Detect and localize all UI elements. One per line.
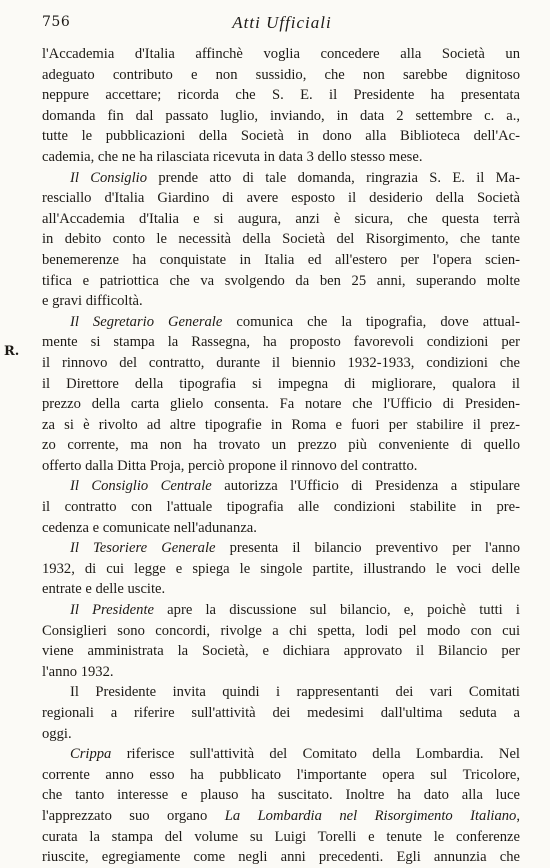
text-line (42, 456, 520, 477)
line-text: riferisce sull'attività del Comitato della Lombardia. Nel (111, 746, 520, 763)
text-line (42, 579, 520, 600)
text-line (42, 435, 520, 456)
text-line (42, 847, 520, 868)
line-text: cedenza e comunicate nell'adunanza. (42, 519, 257, 536)
text-line (42, 621, 520, 642)
line-text: all'Accademia d'Italia e si augura, anzi è sicura, che questa terrà (42, 210, 520, 227)
speaker-name: Il Presidente (70, 602, 154, 619)
text-line (42, 353, 520, 374)
text-line (42, 806, 520, 827)
speaker-name: Il Consiglio Centrale (70, 478, 212, 495)
text-line (42, 394, 520, 415)
text-line (42, 229, 520, 250)
text-line (42, 827, 520, 848)
speaker-name: Il Segretario Generale (70, 313, 223, 330)
text-line (42, 744, 520, 765)
line-text: viene amministrata la Società, e dichiara approvato il Bilancio per (42, 643, 520, 660)
line-text: Il Presidente invita quindi i rappresentanti dei vari Comitati (70, 684, 520, 701)
text-line (42, 682, 520, 703)
line-text: benemerenze ha conquistate in Italia ed all'estero per l'opera scien- (42, 251, 520, 268)
line-text: l'anno 1932. (42, 663, 114, 680)
line-text: oggi. (42, 725, 72, 742)
text-line (42, 291, 520, 312)
text-line (42, 518, 520, 539)
line-text: Consiglieri sono concordi, rivolge a chi spetta, lodi pel modo con cui (42, 622, 520, 639)
line-text: in debito conto le necessità della Società del Risorgimento, che tante (42, 231, 520, 248)
running-title: Atti Ufficiali (232, 13, 332, 32)
text-line (42, 600, 520, 621)
line-text: corrente anno esso ha pubblicato l'importante opera sul Tricolore, (42, 766, 520, 783)
line-text: domanda fin dal passato luglio, inviando, in data 2 settembre c. a., (42, 107, 520, 124)
text-line (42, 250, 520, 271)
text-line (42, 765, 520, 786)
line-text: il rinnovo del contratto, durante il biennio 1932-1933, condizioni che (42, 354, 520, 371)
text-line (42, 65, 520, 86)
line-text: regionali a riferire sull'attività dei medesimi dall'ultima seduta a (42, 705, 520, 721)
text-line (42, 785, 520, 806)
margin-annotation: R. (4, 344, 20, 359)
line-text: prende atto di tale domanda, ringrazia S. E. il Ma- (147, 169, 520, 186)
line-text: neppure accettare; ricorda che S. E. il Presidente ha presentata (42, 87, 520, 104)
line-text: comunica che la tipografia, dove attual- (222, 313, 520, 330)
text-line (42, 703, 520, 724)
line-text: resciallo d'Italia Giardino di avere esposto il desiderio della Società (42, 190, 520, 207)
line-text: apre la discussione sul bilancio, e, poichè tutti i (153, 602, 520, 619)
line-text: adeguato contributo e non sussidio, che non sarebbe dignitoso (42, 66, 520, 83)
text-line (42, 126, 520, 147)
line-text: il Direttore della tipografia si impegna di migliorare, qualora il (42, 375, 520, 392)
line-text: e gravi difficoltà. (42, 293, 143, 310)
publication-title: La Lombardia nel Risorgimento Italiano (224, 807, 517, 824)
body-text (42, 44, 520, 868)
line-text: 1932, di cui legge e spiega le singole partite, illustrando le voci delle (42, 560, 520, 577)
text-line (42, 168, 520, 189)
speaker-name: Il Tesoriere Generale (70, 540, 216, 557)
line-text: presenta il bilancio preventivo per l'anno (215, 540, 520, 557)
text-line (42, 476, 520, 497)
line-text: za si è rivolto ad altre tipografie in Roma e fuori per stabilire il prez- (42, 416, 520, 433)
text-line (42, 332, 520, 353)
line-text: tifica e patriottica che va svolgendo da ben 25 anni, superando molte (42, 272, 520, 289)
text-line (42, 641, 520, 662)
text-line (42, 85, 520, 106)
line-text: mente si stampa la Rassegna, ha proposto favorevoli condizioni per (42, 334, 520, 351)
text-line (42, 209, 520, 230)
line-text: zo corrente, ma non ha trovato un prezzo più conveniente di quello (42, 437, 520, 454)
line-text: l'apprezzato suo organo (42, 807, 225, 824)
line-text: riuscite, egregiamente come negli anni precedenti. Egli annunzia che (42, 849, 520, 866)
line-text: tutte le pubblicazioni della Società in dono alla Biblioteca dell'Ac- (42, 128, 520, 145)
line-text: prezzo della carta glielo consenta. Fa notare che l'Ufficio di Presiden- (42, 396, 520, 413)
page-header (42, 14, 522, 38)
line-text: entrate e delle uscite. (42, 581, 166, 598)
text-line (42, 662, 520, 683)
text-line (42, 538, 520, 559)
text-line (42, 415, 520, 436)
text-line (42, 724, 520, 745)
text-line (42, 559, 520, 580)
text-line (42, 497, 520, 518)
line-text: curata la stampa del volume su Luigi Torelli e tenute le conferenze (42, 828, 520, 845)
line-text: offerto dalla Ditta Proja, perciò propone il rinnovo del contratto. (42, 457, 418, 474)
line-text: autorizza l'Ufficio di Presidenza a stipulare (211, 478, 520, 495)
text-line (42, 44, 520, 65)
speaker-name: Il Consiglio (70, 169, 148, 186)
line-text: , (516, 807, 520, 824)
text-line (42, 374, 520, 395)
text-line (42, 147, 520, 168)
text-line (42, 188, 520, 209)
line-text: il contratto con l'attuale tipografia alle condizioni stabilite in pre- (42, 499, 520, 516)
line-text: l'Accademia d'Italia affinchè voglia concedere alla Società un (42, 46, 520, 62)
text-line (42, 312, 520, 333)
line-text: cademia, che ne ha rilasciata ricevuta in data 3 dello stesso mese. (42, 148, 423, 165)
text-line (42, 271, 520, 292)
speaker-name: Crippa (70, 746, 112, 763)
text-line (42, 106, 520, 127)
page-number: 756 (42, 14, 71, 30)
line-text: che tanto interesse e plauso ha suscitato. Inoltre ha dato alla luce (42, 787, 520, 804)
